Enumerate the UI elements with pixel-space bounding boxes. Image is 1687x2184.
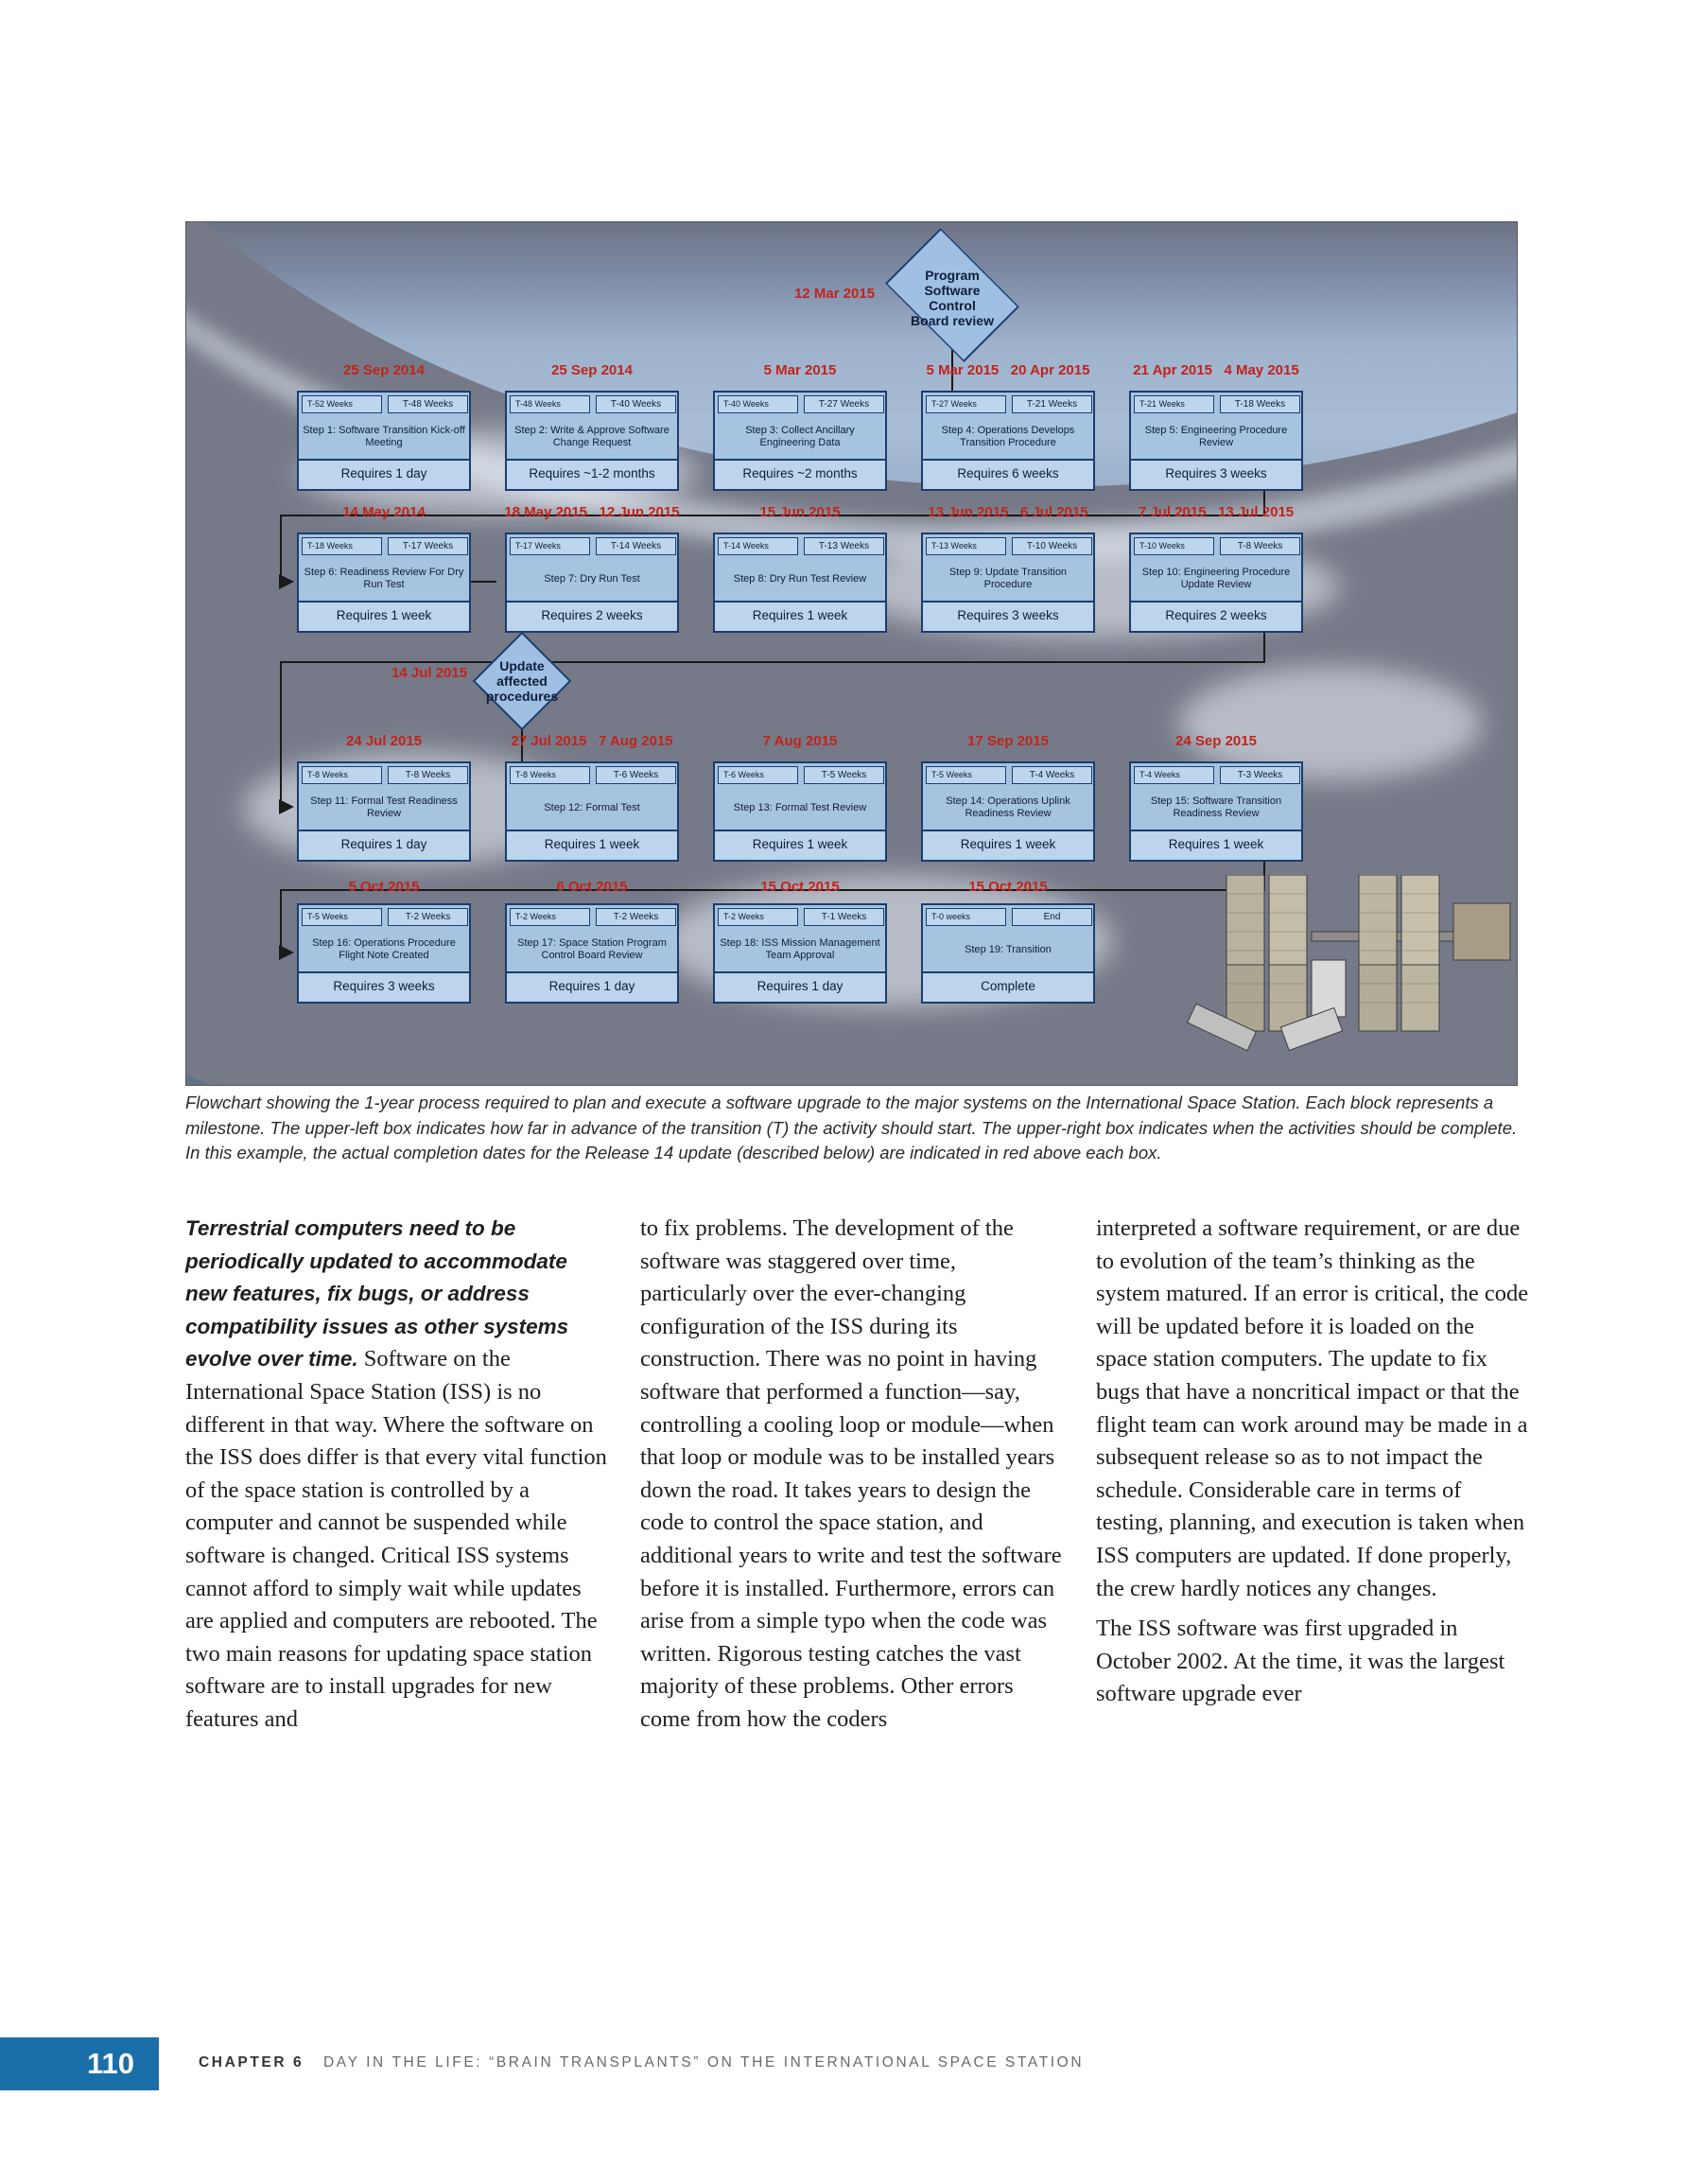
step-date: 5 Mar 2015 20 Apr 2015 [926,362,1090,378]
step-duration: Requires 1 week [715,601,885,631]
start-week: T-8 Weeks [302,766,382,784]
step-title: Step 1: Software Transition Kick-off Meeting [303,425,465,448]
chapter-title: DAY IN THE LIFE: “BRAIN TRANSPLANTS” ON THE INTERNATIONAL SPACE STATION [322,2054,1085,2070]
end-week: T-10 Weeks [1012,537,1092,555]
body-text-3a: interpreted a software requirement, or are due to evolution of the team’s thinking as the system matured. If an error is critical, the code will be updated before it is loaded on the space station computers. The update to fix bugs that have a noncritical impact or that the flight team can work around may be made in a subsequent release so as to not impact the schedule. Considerable care in terms of testing, planning, and execution is taken when ISS computers are updated. If done properly, the crew hardly notices any changes. [1096,1215,1529,1601]
step-duration: Requires 2 weeks [507,601,677,631]
step-box [1129,533,1303,633]
step-title: Step 16: Operations Procedure Flight Note Created [312,937,456,961]
step-box [297,761,471,862]
end-week: T-27 Weeks [804,395,884,413]
step-duration: Requires ~2 months [715,459,885,489]
step-date: 13 Jun 2015 6 Jul 2015 [928,504,1088,520]
start-week: T-5 Weeks [926,766,1006,784]
start-week: T-40 Weeks [718,395,798,413]
step-date: 15 Jun 2015 [759,504,841,520]
step-title: Step 3: Collect Ancillary Engineering Data [745,425,855,448]
body-text-1: Software on the International Space Station (ISS) is no different in that way. Where the software on the ISS does differ is that every vital function of the space station is controlled by a computer and cannot be suspended while software is changed. Critical ISS systems cannot afford to simply wait while updates are applied and computers are rebooted. The two main reasons for updating space station software are to install upgrades for new features and [185,1346,607,1732]
end-week: T-6 Weeks [596,766,676,784]
step-date: 7 Jul 2015 13 Jul 2015 [1138,504,1295,520]
step-title: Step 7: Dry Run Test [544,572,640,585]
end-week: T-1 Weeks [804,908,884,926]
body-column-3 [1096,1213,1531,1719]
step-duration: Requires 1 week [507,830,677,860]
step-title: Step 13: Formal Test Review [733,801,867,813]
step-duration: Requires 3 weeks [299,971,469,1002]
step-title: Step 4: Operations Develops Transition Procedure [941,425,1075,448]
start-week: T-10 Weeks [1134,537,1214,555]
step-date: 14 May 2014 [342,504,426,520]
end-week: T-8 Weeks [1220,537,1300,555]
step-title: Step 12: Formal Test [544,801,640,813]
end-week: T-40 Weeks [596,395,676,413]
step-title: Step 6: Readiness Review For Dry Run Test [304,567,464,590]
space-station-image [1170,875,1517,1085]
end-week: T-2 Weeks [388,908,468,926]
step-date: 15 Oct 2015 [760,879,840,895]
step-date: 15 Oct 2015 [968,879,1048,895]
step-title: Step 19: Transition [965,943,1052,955]
step-title: Step 11: Formal Test Readiness Review [310,795,458,819]
end-week: T-17 Weeks [388,537,468,555]
step-duration: Complete [923,971,1093,1002]
step-box [505,391,679,491]
start-week: T-21 Weeks [1134,395,1214,413]
step-title: Step 10: Engineering Procedure Update Review [1141,567,1291,590]
step-duration: Requires 3 weeks [923,601,1093,631]
step-duration: Requires 1 week [715,830,885,860]
end-week: T-3 Weeks [1220,766,1300,784]
step-date: 25 Sep 2014 [343,362,425,378]
body-text-3b: The ISS software was first upgraded in October 2002. At the time, it was the largest software upgrade ever [1096,1616,1505,1707]
control-board-review-label: Program Software Control Board review [911,268,994,328]
start-week: T-5 Weeks [302,908,382,926]
end-week: T-4 Weeks [1012,766,1092,784]
update-procedures-label: Update affected procedures [485,658,559,704]
control-board-review-diamond [872,256,1033,340]
step-box [297,533,471,633]
step-box [921,761,1095,862]
body-text-2: to fix problems. The development of the software was staggered over time, particularly over the ever-changing configuration of the ISS during its construction. There was no point in having software that performed a function—say, controlling a cooling loop or module—when that loop or module was to be installed years down the road. It takes years to design the code to control the space station, and additional years to write and test the software before it is installed. Furthermore, errors can arise from a simple typo when the code was written. Rigorous testing catches the vast majority of these problems. Other errors come from how the coders [640,1215,1062,1732]
step-title: Step 18: ISS Mission Management Team Approval [720,937,880,961]
start-week: T-6 Weeks [718,766,798,784]
step-date: 24 Sep 2015 [1175,733,1257,749]
update-date: 14 Jul 2015 [391,665,468,681]
step-date: 21 Apr 2015 4 May 2015 [1133,362,1299,378]
step-duration: Requires 1 day [299,459,469,489]
step-title: Step 17: Space Station Program Control Board Review [517,937,667,961]
step-duration: Requires 1 week [299,601,469,631]
review-date: 12 Mar 2015 [794,286,876,302]
step-date: 5 Oct 2015 [348,879,420,895]
step-date: 7 Aug 2015 [762,733,838,749]
step-box [713,533,887,633]
step-duration: Requires 2 weeks [1131,601,1301,631]
end-week: T-13 Weeks [804,537,884,555]
step-duration: Requires 1 week [923,830,1093,860]
lead-sentence: Terrestrial computers need to be periodically updated to accommodate new features, fix bugs, or address compatibility issues as other systems evolve over time. [185,1216,569,1372]
step-date: 25 Sep 2014 [551,362,633,378]
page-number: 110 [87,2047,135,2080]
end-week: End [1012,908,1092,926]
start-week: T-4 Weeks [1134,766,1214,784]
step-box [921,391,1095,491]
start-week: T-8 Weeks [510,766,590,784]
step-duration: Requires 1 week [1131,830,1301,860]
step-box [297,391,471,491]
running-head [199,2054,1084,2071]
start-week: T-27 Weeks [926,395,1006,413]
step-date: 27 Jul 2015 7 Aug 2015 [511,733,673,749]
end-week: T-5 Weeks [804,766,884,784]
figure-caption: Flowchart showing the 1-year process required to plan and execute a software upgrade to the major systems on the International Space Station. Each block represents a milestone. The upper-left box indicates how far in advance of the transition (T) the activity should start. The upper-right box indicates when the activities should be complete. In this example, the actual completion dates for the Release 14 update (described below) are indicated in red above each box. [185,1092,1518,1162]
step-box [713,903,887,1004]
body-column-1 [185,1213,609,1744]
end-week: T-8 Weeks [388,766,468,784]
update-procedures-diamond [472,631,572,731]
step-box [713,391,887,491]
step-box [297,903,471,1004]
step-box [505,761,679,862]
step-date: 24 Jul 2015 [345,733,423,749]
step-box [713,761,887,862]
step-date: 18 May 2015 12 Jun 2015 [504,504,680,520]
step-duration: Requires 6 weeks [923,459,1093,489]
start-week: T-2 Weeks [510,908,590,926]
step-duration: Requires ~1-2 months [507,459,677,489]
step-box [505,903,679,1004]
chapter-label: CHAPTER 6 [199,2054,304,2070]
start-week: T-52 Weeks [302,395,382,413]
start-week: T-13 Weeks [926,537,1006,555]
body-column-2 [640,1213,1066,1744]
start-week: T-48 Weeks [510,395,590,413]
start-week: T-17 Weeks [510,537,590,555]
end-week: T-14 Weeks [596,537,676,555]
start-week: T-14 Weeks [718,537,798,555]
step-title: Step 14: Operations Uplink Readiness Review [946,795,1070,819]
step-box [1129,761,1303,862]
flowchart-figure [185,221,1518,1086]
step-date: 6 Oct 2015 [556,879,628,895]
step-duration: Requires 1 day [715,971,885,1002]
step-duration: Requires 3 weeks [1131,459,1301,489]
step-title: Step 2: Write & Approve Software Change Request [514,425,670,448]
step-title: Step 5: Engineering Procedure Review [1144,425,1288,448]
step-date: 17 Sep 2015 [967,733,1049,749]
step-box [921,903,1095,1004]
start-week: T-18 Weeks [302,537,382,555]
start-week: T-2 Weeks [718,908,798,926]
step-title: Step 9: Update Transition Procedure [948,567,1068,590]
start-week: T-0 weeks [926,908,1006,926]
step-box [1129,391,1303,491]
step-box [921,533,1095,633]
end-week: T-21 Weeks [1012,395,1092,413]
step-duration: Requires 1 day [299,830,469,860]
step-duration: Requires 1 day [507,971,677,1002]
step-title: Step 8: Dry Run Test Review [733,572,867,585]
step-title: Step 15: Software Transition Readiness Review [1150,795,1282,819]
end-week: T-48 Weeks [388,395,468,413]
step-box [505,533,679,633]
step-date: 5 Mar 2015 [763,362,837,378]
end-week: T-18 Weeks [1220,395,1300,413]
end-week: T-2 Weeks [596,908,676,926]
